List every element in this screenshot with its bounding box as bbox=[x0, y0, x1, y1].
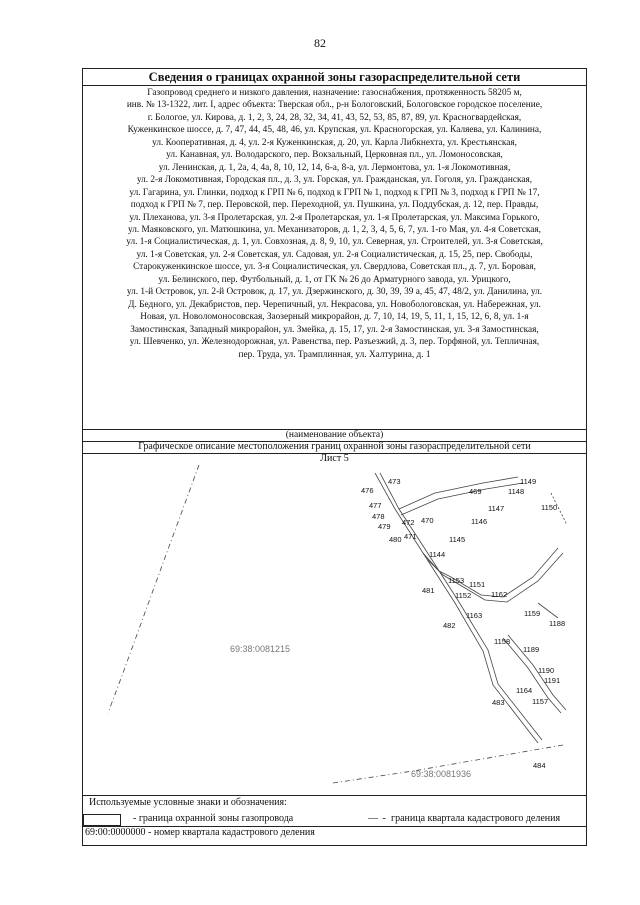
description-line: ул. 2-я Локомотивная, Городская пл., д. 3, ул. Горская, ул. Гражданская, ул. Гоголя, ул. Гражданская, bbox=[136, 175, 533, 186]
zone-legend-symbol bbox=[83, 814, 121, 826]
legend-separator bbox=[83, 795, 586, 796]
point-label: 1149 bbox=[520, 477, 537, 486]
point-label: 479 bbox=[378, 522, 391, 531]
zone-boundary-line bbox=[380, 473, 542, 740]
point-label: 1157 bbox=[532, 697, 549, 706]
point-label: 1152 bbox=[455, 591, 472, 600]
point-label: 1153 bbox=[448, 576, 465, 585]
description-line: ул. Гагарина, ул. Глинки, подход к ГРП № 6, подход к ГРП № 1, подход к ГРП № 3, подход к ГРП № 17, bbox=[129, 187, 540, 198]
cadastral-number-label: 69:38:0081936 bbox=[411, 769, 472, 779]
description-line: Газопровод среднего и низкого давления, назначение: газоснабжения, протяженность 58205 м, bbox=[147, 88, 522, 98]
description-line: Новая, ул. Новоломоносовская, Заозерный микрорайон, д. 7, 10, 14, 19, 5, 11, 1, 15, 12, 6, 8, ул. 1-я bbox=[140, 312, 529, 323]
point-label: 1144 bbox=[429, 550, 446, 559]
description-line: ул. Канавная, ул. Володарского, пер. Вокзальный, Церковная пл., ул. Ломоносовская, bbox=[166, 150, 503, 161]
point-label: 478 bbox=[372, 512, 385, 521]
description-line: г. Бологое, ул. Кирова, д. 1, 2, 3, 24, 28, 32, 34, 41, 43, 52, 53, 85, 87, 89, ул. Красногвардейская, bbox=[147, 112, 522, 123]
point-label: 483 bbox=[492, 698, 505, 707]
description-line: ул. 1-й Островок, ул. 2-й Островок, д. 17, ул. Дзержинского, д. 30, 39, 39 а, 45, 47, 48/2, ул. Данилина, ул. bbox=[126, 287, 543, 298]
graphic-description-title: Графическое описание местоположения границ охранной зоны газораспределительной сети bbox=[83, 441, 586, 454]
point-label: 1163 bbox=[466, 611, 483, 620]
point-label: 473 bbox=[388, 477, 401, 486]
legend-item-zone: - граница охранной зоны газопровода bbox=[133, 813, 294, 824]
point-label: 470 bbox=[421, 516, 434, 525]
description-line: ул. Ленинская, д. 1, 2а, 4, 4а, 8, 10, 12, 14, 6-а, 8-а, ул. Лермонтова, ул. 1-я Локомотивная, bbox=[158, 162, 511, 173]
point-label: 1189 bbox=[523, 645, 540, 654]
point-label: 1151 bbox=[469, 580, 486, 589]
cadastral-number-label: 69:38:0081215 bbox=[230, 644, 291, 654]
section-title: Сведения о границах охранной зоны газораспределительной сети bbox=[83, 69, 586, 86]
zone-boundary-line bbox=[538, 603, 558, 618]
description-line: Д. Бедного, ул. Декабристов, пер. Черепичный, ул. Некрасова, ул. Новобологовская, ул. Набережная, ул. bbox=[128, 299, 541, 310]
page-number: 82 bbox=[314, 36, 326, 50]
point-label: 1188 bbox=[549, 619, 566, 628]
description-line: ул. Шевченко, ул. Железнодорожная, ул. Равенства, пер. Разъезжий, д. 3, пер. Торфяной, ул. Тепличная, bbox=[129, 337, 540, 348]
object-name-caption: (наименование объекта) bbox=[83, 429, 586, 442]
cadastral-legend-symbol: — - bbox=[368, 813, 387, 824]
point-label: 1148 bbox=[508, 487, 525, 496]
point-label: 1146 bbox=[471, 517, 488, 526]
cadastral-boundary-line bbox=[108, 465, 199, 713]
sheet-label: Лист 5 bbox=[320, 453, 349, 464]
description-line: подход к ГРП № 7, пер. Перовской, пер. Переходной, ул. Пушкина, ул. Поддубская, д. 12, пер. Правды, bbox=[130, 200, 539, 211]
point-label: 1150 bbox=[541, 503, 558, 512]
description-line: инв. № 13-1322, лит. I, адрес объекта: Тверская обл., р-н Бологовский, Бологовское городское поселение, bbox=[126, 100, 543, 111]
description-line: Замостинская, Западный микрорайон, ул. Змейка, д. 15, 17, ул. 2-я Замостинская, ул. 3-я Замостинская, bbox=[130, 324, 539, 335]
point-label: 1147 bbox=[488, 504, 505, 513]
description-line: ул. 1-я Социалистическая, д. 1, ул. Совхозная, д. 8, 9, 10, ул. Северная, ул. Строителей, ул. 3-я Советская, bbox=[126, 237, 543, 248]
legend-item-number: 69:00:0000000 - номер квартала кадастрового деления bbox=[85, 827, 315, 838]
point-label: 476 bbox=[361, 486, 374, 495]
point-label: 481 bbox=[422, 586, 435, 595]
description-line: Куженкинское шоссе, д. 7, 47, 44, 45, 48, 46, ул. Крупская, ул. Красногорская, ул. Каляева, ул. Калинина, bbox=[127, 125, 542, 136]
legend-title: Используемые условные знаки и обозначения: bbox=[89, 797, 287, 808]
point-label: 1191 bbox=[544, 676, 561, 685]
point-label: 484 bbox=[533, 761, 546, 770]
description-line: ул. 1-я Советская, ул. 2-я Советская, ул. Садовая, ул. 2-я Социалистическая, д. 15, 25, пер. Свободы, bbox=[136, 249, 533, 260]
point-label: 480 bbox=[389, 535, 402, 544]
point-label: 1159 bbox=[524, 609, 541, 618]
description-line: ул. Плеханова, ул. 3-я Пролетарская, ул. 2-я Пролетарская, ул. 1-я Пролетарская, ул. Максима Горького, bbox=[129, 212, 540, 223]
point-label: 482 bbox=[443, 621, 456, 630]
description-line: ул. Маяковского, ул. Матюшкина, ул. Механизаторов, д. 1, 2, 3, 4, 5, 6, 7, ул. 1-го Мая, ул. 4-я Советская, bbox=[128, 224, 541, 235]
description-line: ул. Белинского, пер. Футбольный, д. 1, от ГК № 26 до Арматурного завода, ул. Урицкого, bbox=[158, 274, 511, 285]
point-label: 1145 bbox=[449, 535, 466, 544]
point-label: 472 bbox=[402, 518, 415, 527]
legend-item-cadastral: граница квартала кадастрового деления bbox=[391, 813, 561, 824]
description-line: пер. Труда, ул. Трамплинная, ул. Халтурина, д. 1 bbox=[238, 349, 431, 360]
point-label: 477 bbox=[369, 501, 382, 510]
point-label: 469 bbox=[469, 487, 482, 496]
point-label: 1164 bbox=[516, 686, 533, 695]
point-label: 1190 bbox=[538, 666, 555, 675]
point-label: 1162 bbox=[491, 590, 508, 599]
point-label: 471 bbox=[404, 532, 417, 541]
point-label: 1158 bbox=[494, 637, 511, 646]
object-description bbox=[87, 87, 582, 430]
zone-boundary-line bbox=[401, 483, 523, 515]
boundary-map bbox=[83, 453, 586, 795]
description-line: Старокуженкинское шоссе, ул. 3-я Социалистическая, ул. Свердлова, Советская пл., д. 7, ул. Боровая, bbox=[133, 262, 536, 273]
description-line: ул. Кооперативная, д. 4, ул. 2-я Куженкинская, д. 20, ул. Карла Либкнехта, ул. Крестьянская, bbox=[152, 137, 517, 148]
document-frame bbox=[82, 68, 587, 846]
